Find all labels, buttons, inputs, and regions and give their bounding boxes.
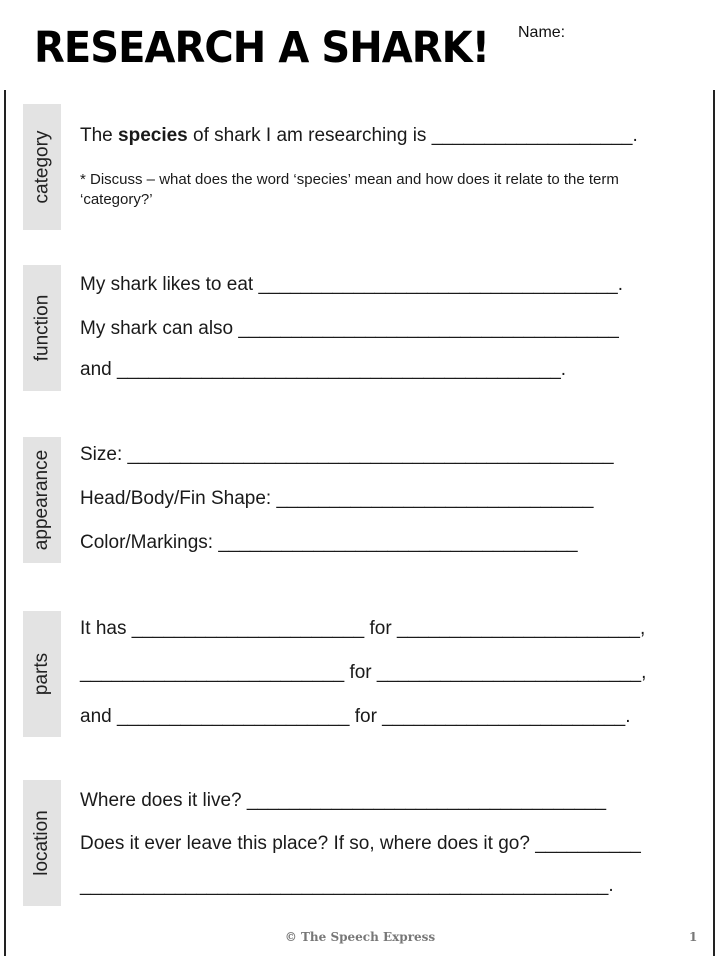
- page-title: RESEARCH A SHARK!: [34, 23, 490, 73]
- page-number: 1: [689, 930, 698, 944]
- function-line-3[interactable]: and __________________________________________.: [80, 359, 567, 380]
- location-line-1[interactable]: Where does it live? __________________________________: [80, 790, 607, 811]
- appearance-shape-line[interactable]: Head/Body/Fin Shape: ______________________________: [80, 488, 594, 509]
- species-line-pre: The: [80, 125, 119, 146]
- appearance-color-line[interactable]: Color/Markings: __________________________________: [80, 532, 578, 553]
- section-tab-category: [23, 104, 61, 230]
- section-label-parts: parts: [31, 652, 52, 696]
- species-word: species: [118, 125, 188, 146]
- name-label: Name:: [518, 24, 566, 41]
- appearance-size-line[interactable]: Size: ______________________________________________: [80, 444, 614, 465]
- location-line-3[interactable]: __________________________________________________.: [80, 875, 614, 896]
- parts-line-3[interactable]: and ______________________ for _______________________.: [80, 706, 631, 727]
- species-line-post: of shark I am researching is ___________________.: [187, 125, 638, 146]
- category-species-line[interactable]: [80, 124, 700, 148]
- page-border: [4, 90, 715, 956]
- function-line-2[interactable]: My shark can also ____________________________________: [80, 318, 619, 339]
- function-line-1[interactable]: My shark likes to eat __________________________________.: [80, 274, 624, 295]
- footer-credit: © The Speech Express: [284, 930, 436, 944]
- section-label-location: location: [31, 810, 52, 876]
- section-tab-location: [23, 780, 61, 906]
- section-tab-appearance: [23, 437, 61, 563]
- category-discussion-note: * Discuss – what does the word ‘species’ mean and how does it relate to the term ‘category?’: [80, 171, 619, 208]
- section-label-function: function: [31, 294, 53, 362]
- parts-line-2[interactable]: _________________________ for _________________________,: [80, 662, 647, 683]
- parts-line-1[interactable]: It has ______________________ for _______________________,: [80, 618, 646, 639]
- section-tab-function: [23, 265, 61, 391]
- section-label-category: category: [31, 130, 52, 204]
- location-line-2[interactable]: Does it ever leave this place? If so, where does it go? __________: [80, 833, 641, 854]
- section-tab-parts: [23, 611, 61, 737]
- section-label-appearance: appearance: [31, 449, 52, 551]
